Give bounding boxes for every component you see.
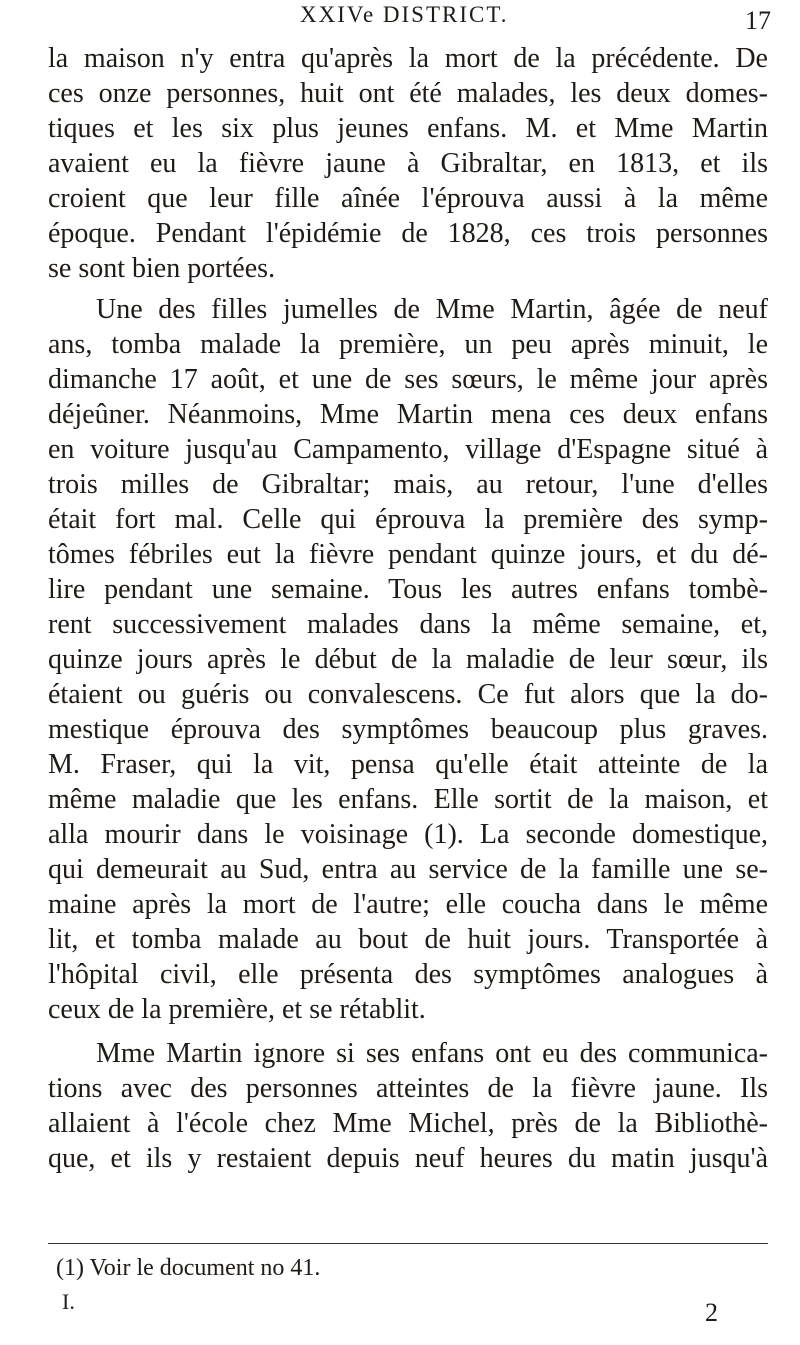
text-line: allaient à l'école chez Mme Michel, près de la Bibliothè- <box>48 1108 768 1139</box>
text-line: M. Fraser, qui la vit, pensa qu'elle était atteinte de la <box>48 749 768 780</box>
text-line: lit, et tomba malade au bout de huit jours. Transportée à <box>48 924 768 955</box>
text-line: ans, tomba malade la première, un peu après minuit, le <box>48 329 768 360</box>
text-line: alla mourir dans le voisinage (1). La seconde domestique, <box>48 819 768 850</box>
page-number: 17 <box>745 6 771 35</box>
text-line: Une des filles jumelles de Mme Martin, âgée de neuf <box>96 294 768 325</box>
text-line: rent successivement malades dans la même semaine, et, <box>48 609 768 640</box>
running-head: XXIVe DISTRICT. <box>300 2 509 27</box>
text-line: mestique éprouva des symptômes beaucoup plus graves. <box>48 714 768 745</box>
text-line: déjeûner. Néanmoins, Mme Martin mena ces deux enfans <box>48 399 768 430</box>
text-line: époque. Pendant l'épidémie de 1828, ces trois personnes <box>48 218 768 249</box>
text-line: trois milles de Gibraltar; mais, au retour, l'une d'elles <box>48 469 768 500</box>
footnote-divider <box>48 1243 768 1244</box>
text-line: croient que leur fille aînée l'éprouva aussi à la même <box>48 183 768 214</box>
text-line: Mme Martin ignore si ses enfans ont eu des communica- <box>96 1038 768 1069</box>
footnote: (1) Voir le document no 41. <box>56 1255 321 1281</box>
text-line: lire pendant une semaine. Tous les autres enfans tombè- <box>48 574 768 605</box>
text-line: la maison n'y entra qu'après la mort de la précédente. De <box>48 43 768 74</box>
text-line: en voiture jusqu'au Campamento, village d'Espagne situé à <box>48 434 768 465</box>
text-line: quinze jours après le début de la maladie de leur sœur, ils <box>48 644 768 675</box>
text-line: avaient eu la fièvre jaune à Gibraltar, en 1813, et ils <box>48 148 768 179</box>
sheet-number: 2 <box>705 1298 718 1327</box>
text-line: ceux de la première, et se rétablit. <box>48 994 426 1025</box>
text-line: l'hôpital civil, elle présenta des symptômes analogues à <box>48 959 768 990</box>
signature-mark: I. <box>62 1289 75 1314</box>
text-line: tiques et les six plus jeunes enfans. M. et Mme Martin <box>48 113 768 144</box>
text-line: même maladie que les enfans. Elle sortit de la maison, et <box>48 784 768 815</box>
text-line: tômes fébriles eut la fièvre pendant quinze jours, et du dé- <box>48 539 768 570</box>
text-line: se sont bien portées. <box>48 253 276 284</box>
text-line: était fort mal. Celle qui éprouva la première des symp- <box>48 504 768 535</box>
text-line: maine après la mort de l'autre; elle coucha dans le même <box>48 889 768 920</box>
text-line: étaient ou guéris ou convalescens. Ce fut alors que la do- <box>48 679 768 710</box>
text-line: qui demeurait au Sud, entra au service de la famille une se- <box>48 854 768 885</box>
text-line: tions avec des personnes atteintes de la fièvre jaune. Ils <box>48 1073 768 1104</box>
text-line: dimanche 17 août, et une de ses sœurs, le même jour après <box>48 364 768 395</box>
text-line: que, et ils y restaient depuis neuf heures du matin jusqu'à <box>48 1143 768 1174</box>
text-line: ces onze personnes, huit ont été malades, les deux domes- <box>48 78 768 109</box>
